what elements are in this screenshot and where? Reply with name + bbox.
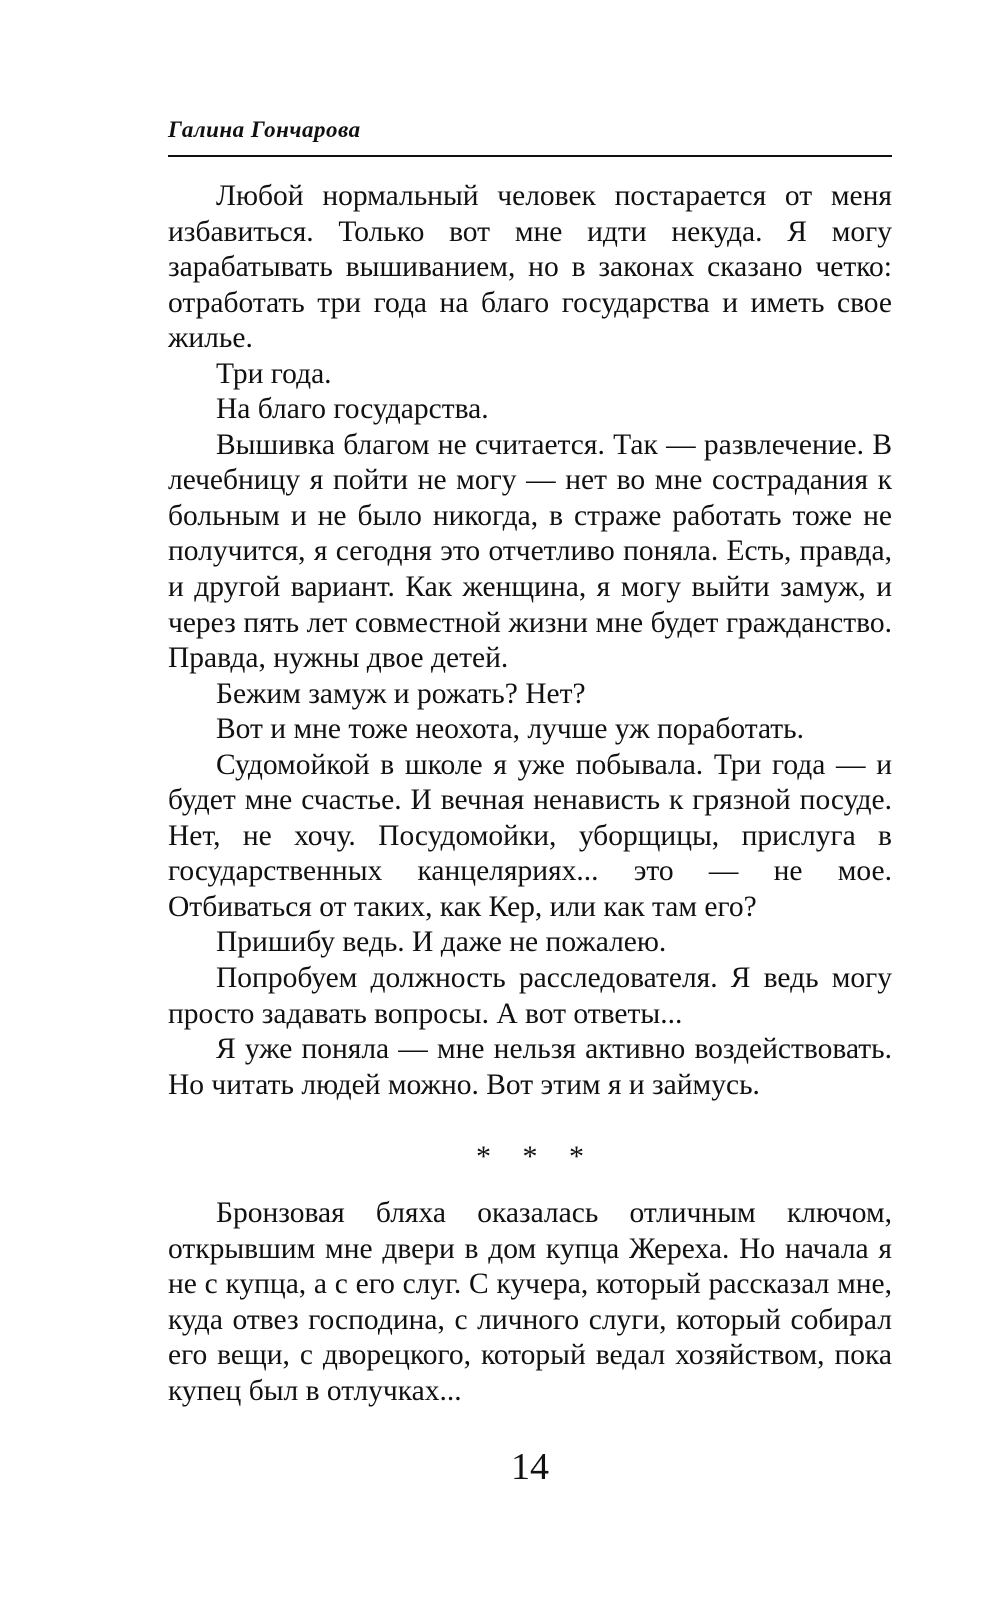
page-number: 14 (511, 1446, 549, 1488)
text-block-main (168, 179, 892, 1103)
paragraph: Вышивка благом не считается. Так — развлечение. В лечебницу я пойти не могу — нет во мне сострадания к больным и не было никогда, в страже работать тоже не получится, я сегодня это отчетливо поняла. Есть, правда, и другой вариант. Как женщина, я могу выйти замуж, и через пять лет совместной жизни мне будет гражданство. Правда, нужны двое детей. (168, 428, 892, 675)
running-head (168, 117, 892, 157)
section-break: * * * (476, 1140, 596, 1173)
paragraph: Вот и мне тоже неохота, лучше уж поработать. (216, 713, 805, 746)
paragraph: Любой нормальный человек постарается от меня избавиться. Только вот мне идти некуда. Я могу зарабатывать вышиванием, но в законах сказано четко: отработать три года на благо государства и иметь свое жилье. (168, 180, 892, 355)
paragraph: Три года. (216, 357, 332, 390)
paragraph: Бежим замуж и рожать? Нет? (216, 677, 586, 710)
text-block-second (168, 1196, 892, 1409)
paragraph: Я уже поняла — мне нельзя активно воздействовать. Но читать людей можно. Вот этим я и займусь. (168, 1033, 892, 1101)
paragraph: На благо государства. (216, 393, 489, 426)
paragraph: Бронзовая бляха оказалась отличным ключом, открывшим мне двери в дом купца Жереха. Но начала я не с купца, а с его слуг. С кучера, который рассказал мне, куда отвез господина, с личного слуги, который собирал его вещи, с дворецкого, который ведал хозяйством, пока купец был в отлучках... (168, 1197, 892, 1407)
author-name: Галина Гончарова (168, 117, 361, 142)
paragraph: Судомойкой в школе я уже побывала. Три года — и будет мне счастье. И вечная ненависть к грязной посуде. Нет, не хочу. Посудомойки, уборщицы, прислуга в государственных канцеляриях... это — не мое. Отбиваться от таких, как Кер, или как там его? (168, 748, 892, 923)
paragraph: Попробуем должность расследователя. Я ведь могу просто задавать вопросы. А вот ответы... (168, 962, 892, 1030)
paragraph: Пришибу ведь. И даже не пожалею. (216, 926, 667, 959)
